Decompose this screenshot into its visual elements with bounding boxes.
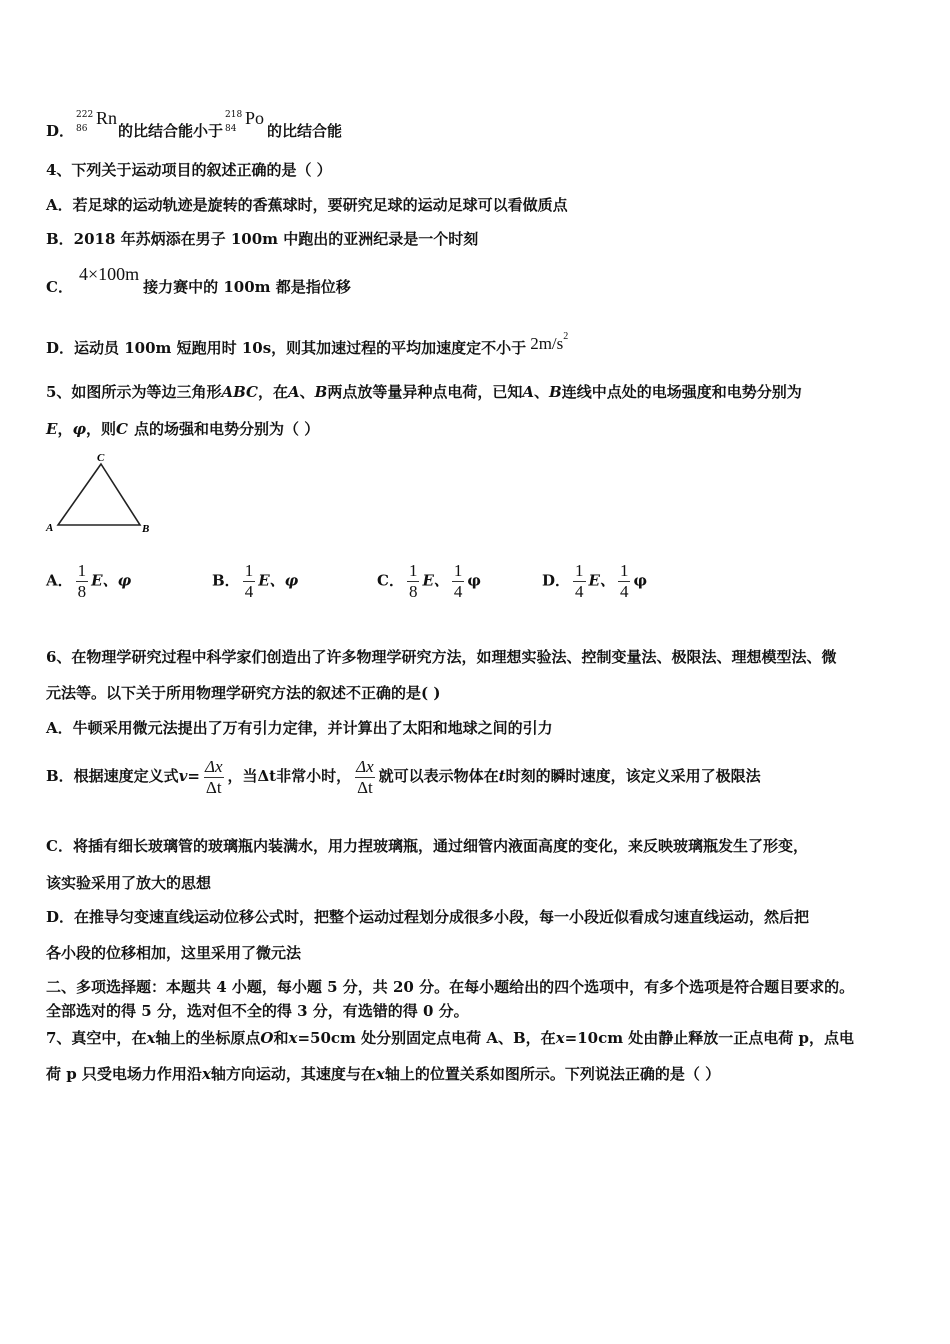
vertex-a-label: A <box>46 522 54 534</box>
rn-nuclide: 222 86 Rn <box>76 108 118 134</box>
section-2-heading-line1: 二、多项选择题：本题共 4 小题，每小题 5 分，共 20 分。在每小题给出的四个选项中，有多个选项是符合题目要求的。 <box>46 978 855 996</box>
q6-stem-line2: 元法等。以下关于所用物理学研究方法的叙述不正确的是( ) <box>46 684 441 702</box>
section-2-heading-line2: 全部选对的得 5 分，选对但不全的得 3 分，有选错的得 0 分。 <box>46 1002 469 1020</box>
vertex-b-label: B <box>142 523 150 535</box>
equilateral-triangle-figure <box>42 448 157 538</box>
q4-option-a: A．若足球的运动轨迹是旋转的香蕉球时，要研究足球的运动足球可以看做质点 <box>46 196 568 214</box>
q6-option-a: A．牛顿采用微元法提出了万有引力定律，并计算出了太阳和地球之间的引力 <box>46 719 553 737</box>
q5-stem-line2: E，φ，则C 点的场强和电势分别为（ ） <box>46 420 320 438</box>
relay-math: 4×100m <box>78 264 140 284</box>
q6-option-d-line2: 各小段的位移相加，这里采用了微元法 <box>46 944 302 962</box>
q7-stem-line2: 荷 p 只受电场力作用沿x轴方向运动，其速度与在x轴上的位置关系如图所示。下列说法正确的是（ ） <box>46 1065 721 1083</box>
q6-option-c-line1: C．将插有细长玻璃管的玻璃瓶内装满水，用力捏玻璃瓶，通过细管内液面高度的变化，来反映玻璃瓶发生了形变， <box>46 837 808 855</box>
q6-option-d-line1: D．在推导匀变速直线运动位移公式时，把整个运动过程划分成很多小段，每一小段近似看成匀速直线运动，然后把 <box>46 908 810 926</box>
q5-option-b: B． $\frac{1}{4}$ E、φ <box>212 561 299 601</box>
q7-stem-line1: 7、真空中，在x轴上的坐标原点O和x=50cm 处分别固定点电荷 A、B，在x=10cm 处由静止释放一正点电荷 p，点电 <box>46 1029 855 1047</box>
q4-option-d: D．运动员 100m 短跑用时 10s，则其加速过程的平均加速度定不小于 $2m/s^2$ <box>46 331 569 357</box>
q5-stem-line1: 5、如图所示为等边三角形ABC，在A、B两点放等量异种点电荷，已知A、B连线中点处的电场强度和电势分别为 <box>46 383 802 401</box>
q4-stem: 4、下列关于运动项目的叙述正确的是（ ） <box>46 161 332 179</box>
vertex-c-label: C <box>97 452 105 464</box>
q5-option-a: A． $\frac{1}{8}$ E、φ <box>46 561 132 601</box>
po-nuclide: 218 84 Po <box>225 108 265 134</box>
q4-option-b: B．2018 年苏炳添在男子 100m 中跑出的亚洲纪录是一个时刻 <box>46 230 479 248</box>
q5-option-d: D． $\frac{1}{4}$ E、 $\frac{1}{4}$ φ <box>542 561 648 601</box>
q5-option-c: C． $\frac{1}{8}$ E、 $\frac{1}{4}$ φ <box>377 561 481 601</box>
q6-option-b: B．根据速度定义式v= $\frac{\Delta x}{\Delta t}$ ，当Δt非常小时， $\frac{\Delta x}{\Delta t}$ 就可以表示物体在t时刻的瞬时速度，该定义采用了极限法 <box>46 756 761 797</box>
q6-option-c-line2: 该实验采用了放大的思想 <box>46 874 212 892</box>
q6-stem-line1: 6、在物理学研究过程中科学家们创造出了许多物理学研究方法，如理想实验法、控制变量法、极限法、理想模型法、微 <box>46 648 837 666</box>
q3-option-d: D． 222 86 Rn 的比结合能小于 218 84 Po 的比结合能 <box>46 108 343 140</box>
q4-option-c: C．4×100m接力赛中的 100m 都是指位移 <box>46 264 351 296</box>
